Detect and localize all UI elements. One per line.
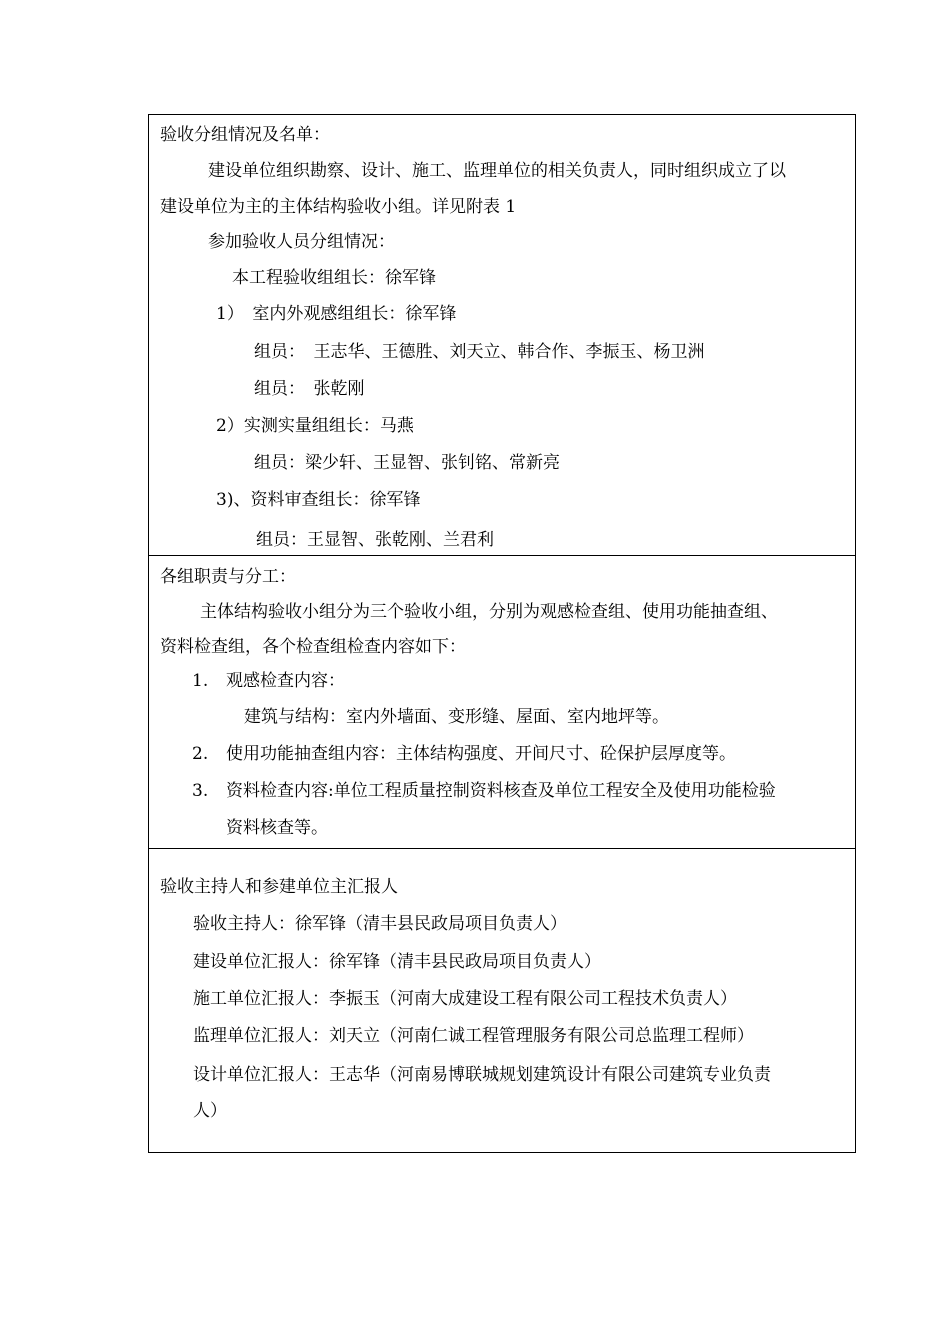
group3-members: 组员：王显智、张乾刚、兰君利 — [256, 530, 494, 550]
section1-paragraph-line1: 建设单位组织勘察、设计、施工、监理单位的相关负责人，同时组织成立了以 — [208, 161, 786, 181]
builder-reporter: 建设单位汇报人：徐军锋（清丰县民政局项目负责人） — [193, 952, 601, 972]
group2-leader: 2）实测实量组组长：马燕 — [216, 416, 414, 436]
item3-number: 3. — [192, 781, 209, 801]
participants-heading: 参加验收人员分组情况： — [208, 232, 395, 252]
host-line: 验收主持人：徐军锋（清丰县民政局项目负责人） — [193, 914, 567, 934]
section2-paragraph-line1: 主体结构验收小组分为三个验收小组，分别为观感检查组、使用功能抽查组、 — [200, 602, 778, 622]
designer-reporter-line2: 人） — [193, 1101, 227, 1121]
item3-text-line2: 资料核查等。 — [226, 818, 328, 838]
item2-number: 2. — [192, 744, 209, 764]
row-divider-1 — [148, 555, 856, 556]
group1-members-a: 组员： 王志华、王德胜、刘天立、韩合作、李振玉、杨卫洲 — [254, 342, 705, 362]
section1-title: 验收分组情况及名单： — [160, 125, 330, 145]
supervisor-reporter: 监理单位汇报人：刘天立（河南仁诚工程管理服务有限公司总监理工程师） — [193, 1026, 754, 1046]
item1-number: 1. — [192, 671, 209, 691]
designer-reporter-line1: 设计单位汇报人：王志华（河南易博联城规划建筑设计有限公司建筑专业负责 — [193, 1065, 771, 1085]
item3-text-line1: 资料检查内容:单位工程质量控制资料核查及单位工程安全及使用功能检验 — [226, 781, 776, 801]
section2-title: 各组职责与分工： — [160, 567, 296, 587]
constructor-reporter: 施工单位汇报人：李振玉（河南大成建设工程有限公司工程技术负责人） — [193, 989, 737, 1009]
group3-leader: 3)、资料审查组长：徐军锋 — [216, 490, 421, 510]
item1-detail: 建筑与结构：室内外墙面、变形缝、屋面、室内地坪等。 — [244, 707, 669, 727]
row-divider-2 — [148, 848, 856, 849]
project-leader: 本工程验收组组长：徐军锋 — [232, 268, 436, 288]
section2-paragraph-line2: 资料检查组，各个检查组检查内容如下： — [160, 637, 466, 657]
section1-paragraph-line2: 建设单位为主的主体结构验收小组。详见附表 1 — [160, 197, 517, 217]
group1-leader: 1） 室内外观感组组长：徐军锋 — [216, 304, 457, 324]
item1-text: 观感检查内容： — [226, 671, 345, 691]
section3-title: 验收主持人和参建单位主汇报人 — [160, 877, 398, 897]
group1-members-b: 组员： 张乾刚 — [254, 379, 365, 399]
group2-members: 组员：梁少轩、王显智、张钊铭、常新亮 — [254, 453, 560, 473]
item2-text: 使用功能抽查组内容：主体结构强度、开间尺寸、砼保护层厚度等。 — [226, 744, 736, 764]
